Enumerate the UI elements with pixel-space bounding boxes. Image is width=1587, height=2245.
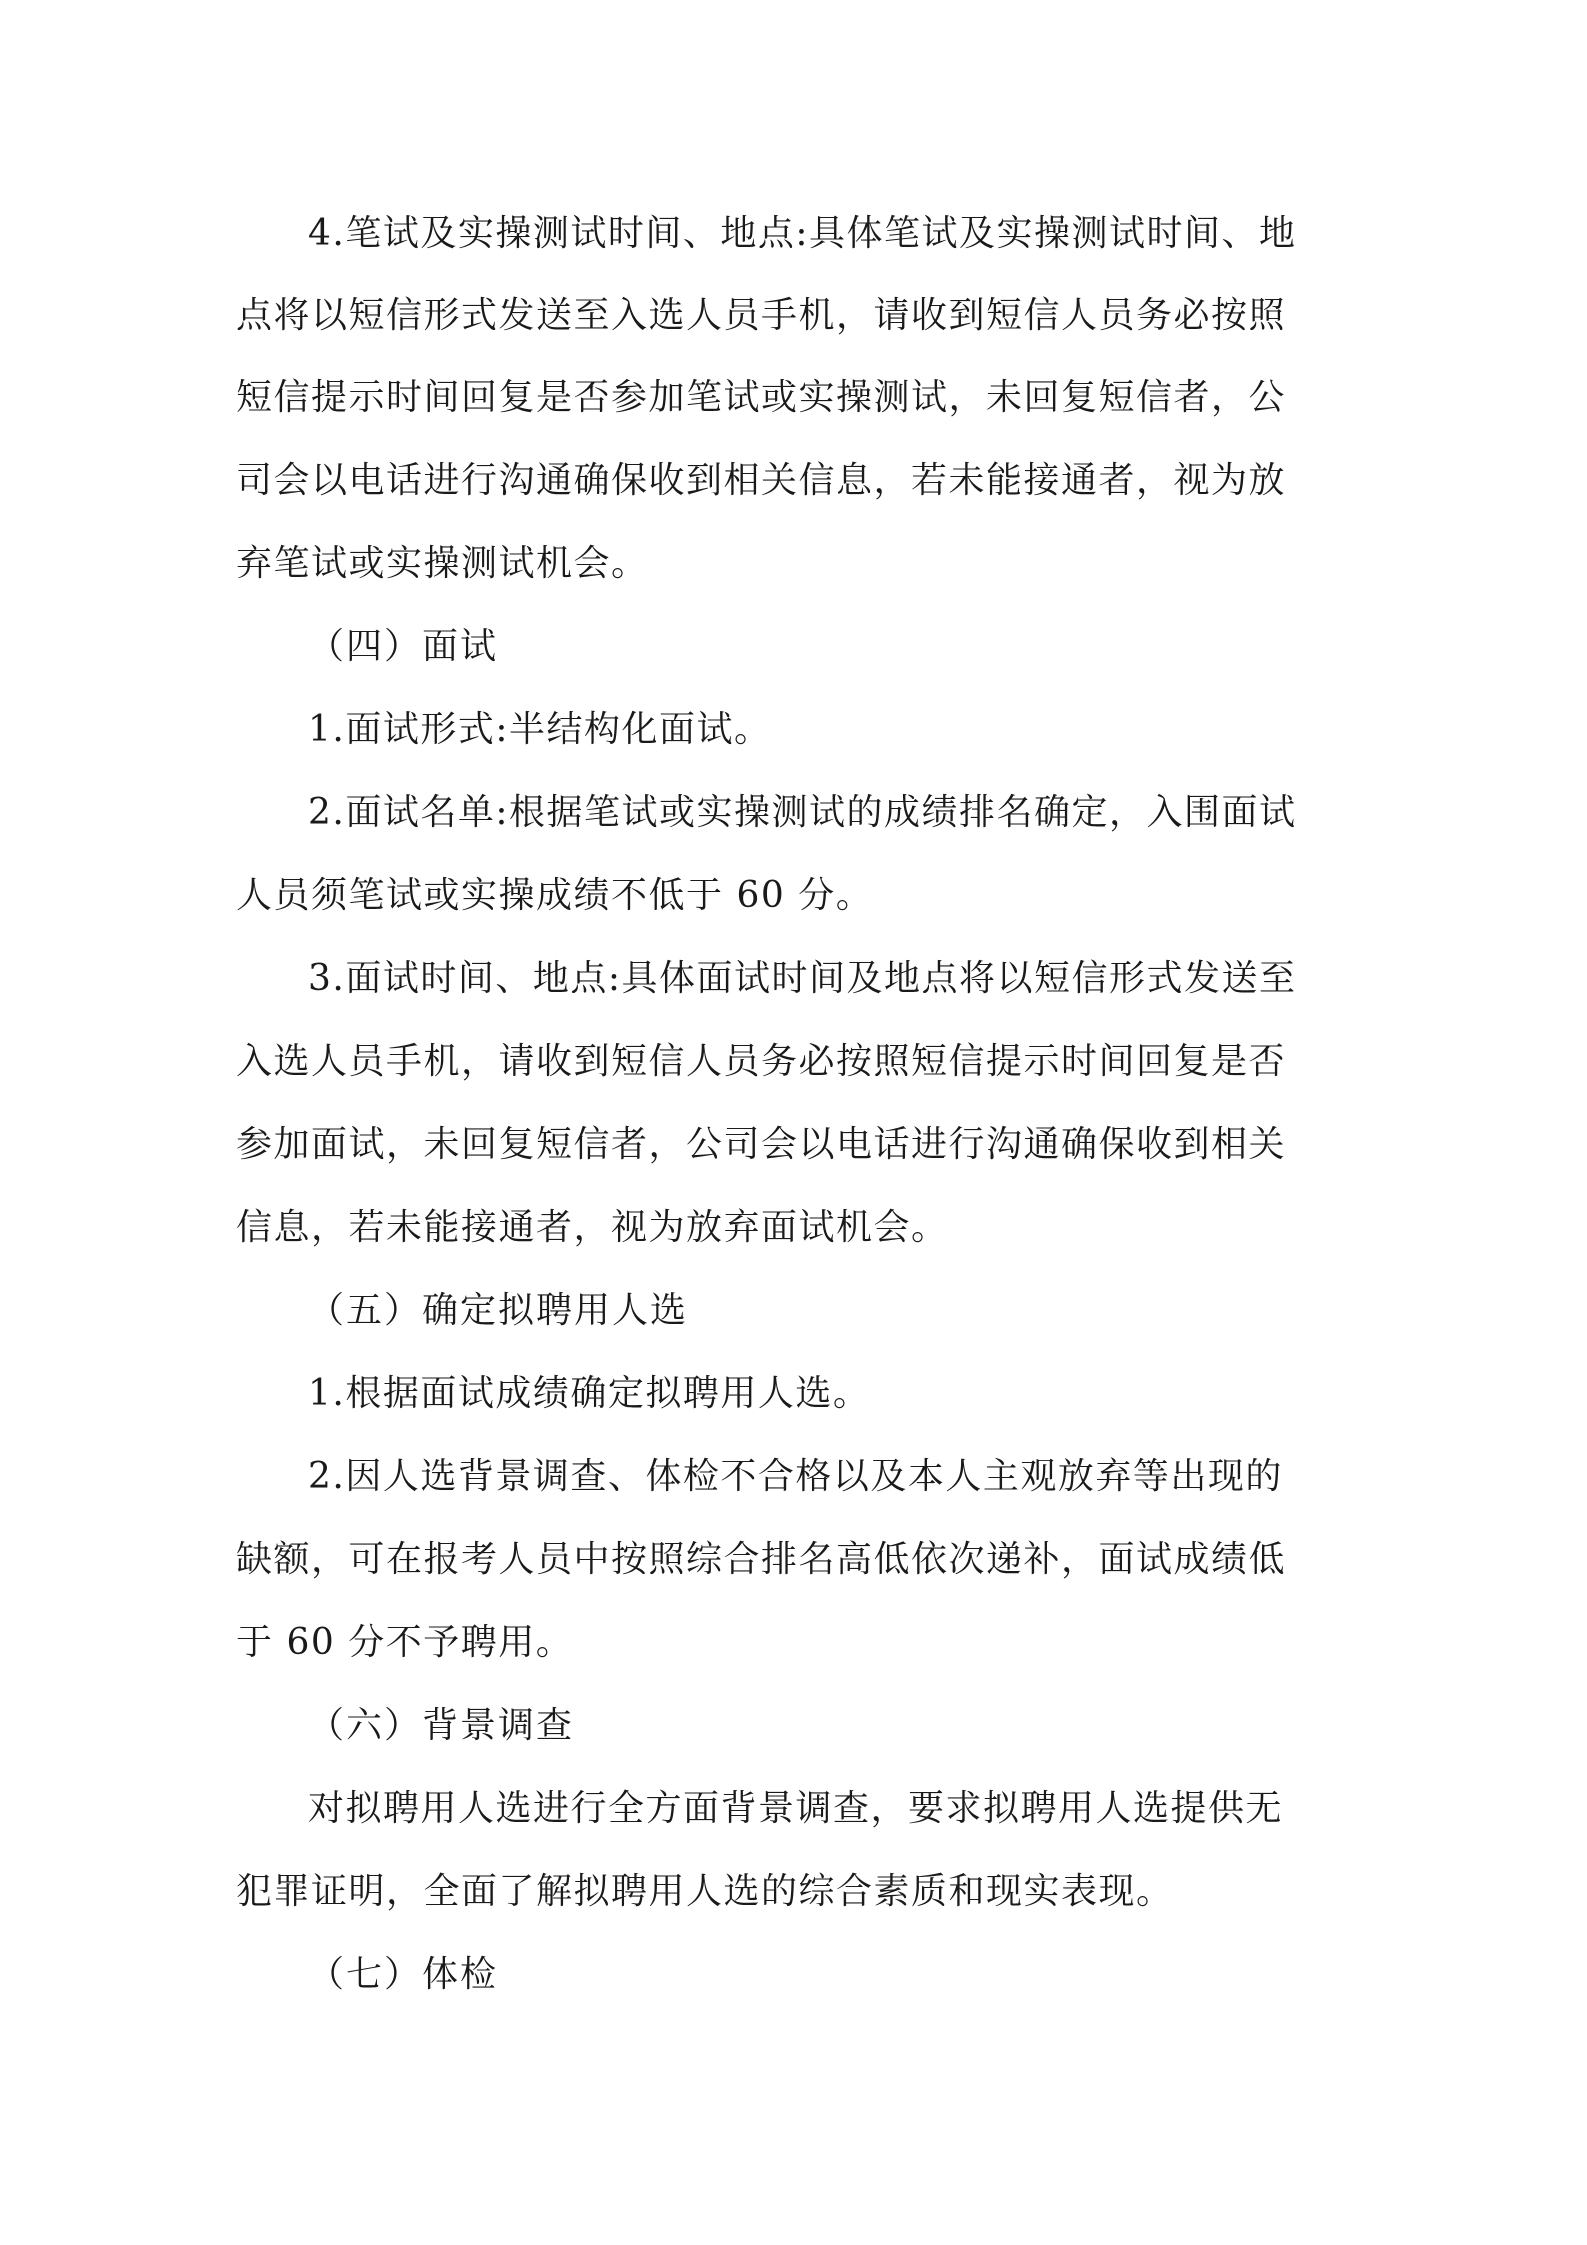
paragraph-line: 弃笔试或实操测试机会。: [236, 543, 649, 584]
paragraph-line: 点将以短信形式发送至入选人员手机，请收到短信人员务必按照: [236, 295, 1287, 336]
section-heading: （五）确定拟聘用人选: [308, 1290, 689, 1331]
paragraph-line: 信息，若未能接通者，视为放弃面试机会。: [236, 1207, 949, 1248]
paragraph-line: 对拟聘用人选进行全方面背景调查，要求拟聘用人选提供无: [308, 1788, 1284, 1829]
paragraph-line: 犯罪证明，全面了解拟聘用人选的综合素质和现实表现。: [236, 1871, 1174, 1912]
paragraph-line: 2.面试名单:根据笔试或实操测试的成绩排名确定，入围面试: [308, 792, 1297, 833]
paragraph-line: 4.笔试及实操测试时间、地点:具体笔试及实操测试时间、地: [308, 213, 1297, 254]
paragraph-line: 1.面试形式:半结构化面试。: [308, 709, 772, 750]
paragraph-line: 参加面试，未回复短信者，公司会以电话进行沟通确保收到相关: [236, 1124, 1287, 1165]
section-heading: （四）面试: [308, 626, 499, 667]
paragraph-line: 2.因人选背景调查、体检不合格以及本人主观放弃等出现的: [308, 1456, 1283, 1497]
paragraph-line: 入选人员手机，请收到短信人员务必按照短信提示时间回复是否: [236, 1041, 1287, 1082]
paragraph-line: 司会以电话进行沟通确保收到相关信息，若未能接通者，视为放: [236, 460, 1287, 501]
section-heading: （六）背景调查: [308, 1705, 575, 1746]
paragraph-line: 于 60 分不予聘用。: [236, 1622, 574, 1663]
paragraph-line: 短信提示时间回复是否参加笔试或实操测试，未回复短信者，公: [236, 377, 1287, 418]
paragraph-line: 人员须笔试或实操成绩不低于 60 分。: [236, 875, 874, 916]
section-heading: （七）体检: [308, 1954, 499, 1995]
paragraph-line: 缺额，可在报考人员中按照综合排名高低依次递补，面试成绩低: [236, 1539, 1287, 1580]
paragraph-line: 3.面试时间、地点:具体面试时间及地点将以短信形式发送至: [308, 958, 1297, 999]
paragraph-line: 1.根据面试成绩确定拟聘用人选。: [308, 1373, 871, 1414]
